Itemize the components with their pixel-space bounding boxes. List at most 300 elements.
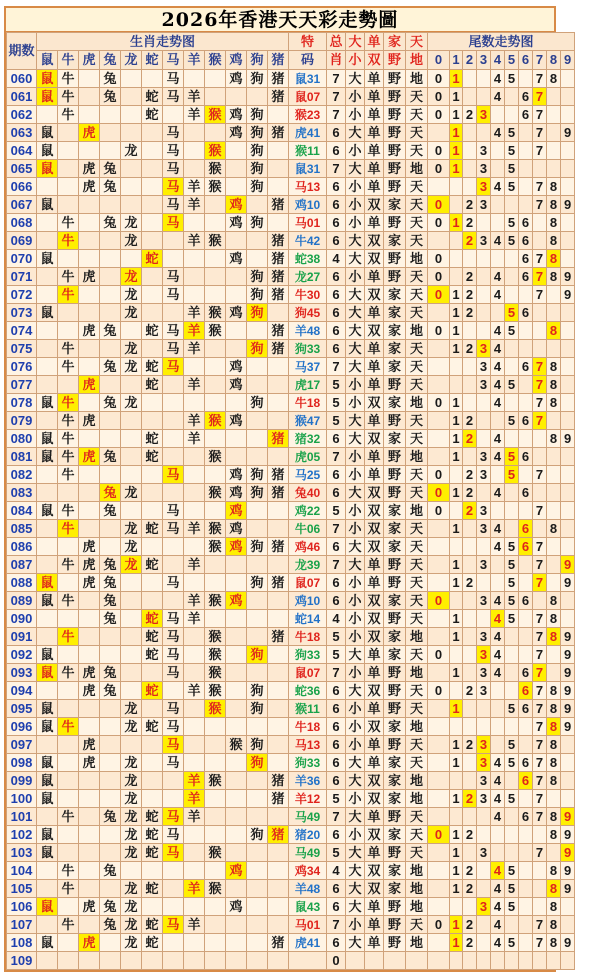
zodiac-cell: 龙 bbox=[121, 790, 142, 808]
zodiac-cell bbox=[268, 592, 289, 610]
odd-even-cell: 双 bbox=[365, 862, 384, 880]
tail-cell: 1 bbox=[450, 556, 463, 574]
zodiac-cell bbox=[268, 178, 289, 196]
tail-cell: 0 bbox=[428, 466, 450, 484]
zodiac-cell bbox=[226, 232, 247, 250]
table-row bbox=[7, 430, 591, 448]
zodiac-count-cell: 5 bbox=[327, 376, 346, 394]
zodiac-cell bbox=[79, 880, 100, 898]
zodiac-cell bbox=[268, 376, 289, 394]
zodiac-cell bbox=[142, 592, 163, 610]
zodiac-count-cell: 6 bbox=[327, 142, 346, 160]
zodiac-cell: 虎 bbox=[79, 898, 100, 916]
period-cell: 077 bbox=[7, 376, 37, 394]
zodiac-cell: 蛇 bbox=[142, 682, 163, 700]
zodiac-cell: 鼠 bbox=[37, 664, 58, 682]
zodiac-cell bbox=[79, 232, 100, 250]
table-row bbox=[7, 286, 591, 304]
zodiac-cell: 蛇 bbox=[142, 376, 163, 394]
zodiac-cell bbox=[184, 286, 205, 304]
tail-cell bbox=[450, 898, 463, 916]
zodiac-cell bbox=[58, 178, 79, 196]
odd-even-cell: 单 bbox=[365, 178, 384, 196]
zodiac-cell bbox=[205, 358, 226, 376]
zodiac-cell bbox=[142, 232, 163, 250]
tail-cell bbox=[519, 826, 533, 844]
zodiac-cell bbox=[37, 268, 58, 286]
zodiac-cell: 马 bbox=[163, 628, 184, 646]
big-small-cell: 小 bbox=[346, 664, 365, 682]
zodiac-cell bbox=[268, 682, 289, 700]
odd-even-cell: 单 bbox=[365, 376, 384, 394]
tail-cell bbox=[463, 70, 477, 88]
zodiac-cell: 羊 bbox=[184, 196, 205, 214]
period-cell: 088 bbox=[7, 574, 37, 592]
zodiac-cell: 狗 bbox=[247, 826, 268, 844]
zodiac-cell bbox=[121, 412, 142, 430]
tail-cell: 0 bbox=[428, 70, 450, 88]
tail-cell: 6 bbox=[519, 232, 533, 250]
table-row bbox=[7, 628, 591, 646]
special-code-cell: 羊36 bbox=[289, 772, 327, 790]
table-row bbox=[7, 646, 591, 664]
tail-cell: 4 bbox=[491, 808, 505, 826]
zodiac-cell bbox=[184, 628, 205, 646]
big-small-cell: 大 bbox=[346, 430, 365, 448]
tail-cell bbox=[547, 88, 561, 106]
tail-cell: 5 bbox=[505, 142, 519, 160]
sky-earth-cell: 天 bbox=[406, 844, 428, 862]
tail-cell bbox=[428, 304, 450, 322]
zodiac-cell bbox=[79, 70, 100, 88]
tail-cell: 4 bbox=[491, 790, 505, 808]
zodiac-cell: 狗 bbox=[247, 340, 268, 358]
zodiac-cell: 猴 bbox=[205, 592, 226, 610]
zodiac-cell: 猴 bbox=[205, 682, 226, 700]
zodiac-cell bbox=[121, 646, 142, 664]
home-wild-cell: 家 bbox=[384, 286, 406, 304]
tail-cell bbox=[491, 502, 505, 520]
tail-cell: 3 bbox=[477, 520, 491, 538]
zodiac-cell bbox=[58, 700, 79, 718]
tail-cell bbox=[428, 700, 450, 718]
zodiac-cell bbox=[58, 484, 79, 502]
odd-even-cell: 单 bbox=[365, 556, 384, 574]
tail-cell bbox=[561, 70, 575, 88]
tail-cell: 2 bbox=[463, 466, 477, 484]
zodiac-count-cell: 5 bbox=[327, 646, 346, 664]
zodiac-cell: 羊 bbox=[184, 340, 205, 358]
zodiac-cell bbox=[205, 394, 226, 412]
zodiac-cell: 鼠 bbox=[37, 574, 58, 592]
home-wild-cell: 野 bbox=[384, 898, 406, 916]
tail-cell bbox=[561, 466, 575, 484]
tail-cell: 0 bbox=[428, 394, 450, 412]
tail-cell bbox=[519, 862, 533, 880]
zodiac-cell bbox=[226, 682, 247, 700]
zodiac-header-10: 狗 bbox=[247, 51, 268, 70]
tail-cell: 6 bbox=[519, 412, 533, 430]
home-wild-cell: 家 bbox=[384, 646, 406, 664]
tail-cell bbox=[477, 700, 491, 718]
zodiac-cell: 鼠 bbox=[37, 124, 58, 142]
zodiac-cell: 蛇 bbox=[142, 628, 163, 646]
period-cell: 099 bbox=[7, 772, 37, 790]
tail-cell: 4 bbox=[491, 484, 505, 502]
tail-header-3: 3 bbox=[477, 51, 491, 70]
zodiac-cell: 猪 bbox=[268, 466, 289, 484]
tail-cell: 7 bbox=[533, 196, 547, 214]
tail-cell: 2 bbox=[463, 682, 477, 700]
tail-cell bbox=[561, 790, 575, 808]
home-wild-cell: 野 bbox=[384, 448, 406, 466]
zodiac-cell: 牛 bbox=[58, 340, 79, 358]
tail-cell bbox=[491, 160, 505, 178]
period-cell: 103 bbox=[7, 844, 37, 862]
table-row bbox=[7, 880, 591, 898]
zodiac-cell: 羊 bbox=[184, 592, 205, 610]
zodiac-cell bbox=[100, 124, 121, 142]
zodiac-count-cell: 6 bbox=[327, 934, 346, 952]
home-wild-cell: 家 bbox=[384, 196, 406, 214]
big-small-cell: 大 bbox=[346, 898, 365, 916]
special-code-cell: 龙27 bbox=[289, 268, 327, 286]
zodiac-header-5: 蛇 bbox=[142, 51, 163, 70]
tail-cell: 3 bbox=[477, 898, 491, 916]
odd-even-cell: 双 bbox=[365, 718, 384, 736]
zodiac-cell bbox=[163, 250, 184, 268]
zodiac-cell bbox=[184, 754, 205, 772]
tail-cell: 5 bbox=[505, 898, 519, 916]
zodiac-cell bbox=[226, 952, 247, 970]
tail-cell bbox=[519, 70, 533, 88]
zodiac-cell bbox=[268, 862, 289, 880]
zodiac-cell bbox=[163, 772, 184, 790]
tail-cell: 7 bbox=[533, 88, 547, 106]
zodiac-cell bbox=[37, 916, 58, 934]
zodiac-cell bbox=[100, 718, 121, 736]
zodiac-cell: 牛 bbox=[58, 628, 79, 646]
zodiac-cell: 羊 bbox=[184, 682, 205, 700]
zodiac-cell bbox=[142, 736, 163, 754]
zodiac-cell: 猪 bbox=[268, 934, 289, 952]
zodiac-cell: 狗 bbox=[247, 304, 268, 322]
zodiac-cell: 鸡 bbox=[226, 106, 247, 124]
zodiac-cell: 鼠 bbox=[37, 142, 58, 160]
zodiac-cell: 羊 bbox=[184, 916, 205, 934]
zodiac-count-cell: 6 bbox=[327, 178, 346, 196]
page-title: 2026年香港天天彩走勢圖 bbox=[6, 8, 554, 32]
zodiac-cell bbox=[247, 448, 268, 466]
home-wild-cell: 家 bbox=[384, 628, 406, 646]
tail-cell bbox=[463, 178, 477, 196]
zodiac-cell bbox=[121, 124, 142, 142]
zodiac-cell bbox=[121, 736, 142, 754]
tail-cell: 7 bbox=[533, 718, 547, 736]
big-small-cell: 大 bbox=[346, 124, 365, 142]
tail-cell bbox=[428, 430, 450, 448]
zodiac-cell bbox=[268, 394, 289, 412]
sky-earth-cell: 天 bbox=[406, 808, 428, 826]
zodiac-cell: 羊 bbox=[184, 610, 205, 628]
zodiac-cell: 鼠 bbox=[37, 754, 58, 772]
zodiac-cell bbox=[37, 322, 58, 340]
zodiac-cell: 猪 bbox=[268, 628, 289, 646]
table-row bbox=[7, 502, 591, 520]
zodiac-cell bbox=[121, 574, 142, 592]
big-small-cell: 大 bbox=[346, 232, 365, 250]
period-cell: 062 bbox=[7, 106, 37, 124]
zodiac-count-cell: 6 bbox=[327, 124, 346, 142]
table-row bbox=[7, 538, 591, 556]
tail-cell: 1 bbox=[450, 106, 463, 124]
tail-cell: 4 bbox=[491, 70, 505, 88]
tail-cell bbox=[428, 358, 450, 376]
tail-cell: 7 bbox=[533, 646, 547, 664]
zodiac-cell bbox=[121, 178, 142, 196]
tail-cell bbox=[428, 538, 450, 556]
zodiac-cell: 马 bbox=[163, 502, 184, 520]
zodiac-cell: 兔 bbox=[100, 916, 121, 934]
zodiac-cell bbox=[184, 952, 205, 970]
zodiac-cell bbox=[163, 232, 184, 250]
home-wild-cell: 野 bbox=[384, 88, 406, 106]
zodiac-cell bbox=[205, 826, 226, 844]
tail-cell bbox=[477, 718, 491, 736]
period-cell: 098 bbox=[7, 754, 37, 772]
tail-cell bbox=[561, 538, 575, 556]
home-wild-cell: 家 bbox=[384, 304, 406, 322]
zodiac-cell bbox=[79, 340, 100, 358]
tail-cell: 0 bbox=[428, 682, 450, 700]
home-wild-cell: 家 bbox=[384, 538, 406, 556]
zodiac-cell: 马 bbox=[163, 160, 184, 178]
tail-cell: 1 bbox=[450, 574, 463, 592]
tail-cell: 8 bbox=[547, 376, 561, 394]
zodiac-header-7: 羊 bbox=[184, 51, 205, 70]
zodiac-cell bbox=[58, 754, 79, 772]
sky-earth-cell: 天 bbox=[406, 736, 428, 754]
period-cell: 079 bbox=[7, 412, 37, 430]
big-small-cell: 小 bbox=[346, 592, 365, 610]
zodiac-cell bbox=[37, 484, 58, 502]
tail-cell: 9 bbox=[561, 574, 575, 592]
zodiac-cell: 牛 bbox=[58, 556, 79, 574]
zodiac-cell: 龙 bbox=[121, 358, 142, 376]
zodiac-cell: 龙 bbox=[121, 538, 142, 556]
tail-cell: 4 bbox=[491, 232, 505, 250]
tail-cell: 5 bbox=[505, 412, 519, 430]
tail-cell bbox=[491, 844, 505, 862]
odd-even-cell: 单 bbox=[365, 466, 384, 484]
special-code-cell: 鼠07 bbox=[289, 88, 327, 106]
tail-cell: 8 bbox=[547, 862, 561, 880]
tail-cell bbox=[428, 808, 450, 826]
zodiac-cell: 鸡 bbox=[226, 70, 247, 88]
home-wild-cell: 野 bbox=[384, 916, 406, 934]
tail-cell bbox=[477, 322, 491, 340]
tail-cell: 4 bbox=[491, 322, 505, 340]
zodiac-cell bbox=[79, 610, 100, 628]
tail-cell bbox=[519, 124, 533, 142]
zodiac-cell: 鼠 bbox=[37, 844, 58, 862]
zodiac-cell bbox=[184, 862, 205, 880]
tail-cell: 5 bbox=[505, 610, 519, 628]
odd-even-cell: 单 bbox=[365, 304, 384, 322]
zodiac-cell: 兔 bbox=[100, 574, 121, 592]
zodiac-cell: 鼠 bbox=[37, 934, 58, 952]
zodiac-cell bbox=[100, 538, 121, 556]
tail-cell bbox=[519, 394, 533, 412]
sky-earth-cell: 天 bbox=[406, 88, 428, 106]
zodiac-count-cell: 7 bbox=[327, 160, 346, 178]
zodiac-cell: 羊 bbox=[184, 232, 205, 250]
zodiac-cell: 牛 bbox=[58, 862, 79, 880]
sky-earth-cell: 地 bbox=[406, 70, 428, 88]
special-code-cell: 羊48 bbox=[289, 322, 327, 340]
special-code-cell: 鸡34 bbox=[289, 862, 327, 880]
zodiac-cell bbox=[226, 664, 247, 682]
tail-cell: 2 bbox=[463, 268, 477, 286]
tail-cell: 8 bbox=[547, 592, 561, 610]
zodiac-cell bbox=[205, 916, 226, 934]
zodiac-cell: 马 bbox=[163, 322, 184, 340]
special-code-cell: 狗33 bbox=[289, 340, 327, 358]
period-cell: 083 bbox=[7, 484, 37, 502]
odd-even-cell: 单 bbox=[365, 916, 384, 934]
big-small-cell: 大 bbox=[346, 322, 365, 340]
tail-cell bbox=[463, 718, 477, 736]
special-code-cell: 鼠07 bbox=[289, 664, 327, 682]
sky-earth-cell: 地 bbox=[406, 862, 428, 880]
zodiac-cell bbox=[37, 214, 58, 232]
zodiac-cell bbox=[37, 610, 58, 628]
attr-subheader-1: 肖 bbox=[327, 51, 346, 70]
period-cell: 085 bbox=[7, 520, 37, 538]
tail-cell: 3 bbox=[477, 592, 491, 610]
tail-cell: 8 bbox=[547, 322, 561, 340]
tail-cell bbox=[477, 430, 491, 448]
sky-earth-cell: 天 bbox=[406, 214, 428, 232]
table-row bbox=[7, 484, 591, 502]
zodiac-cell: 狗 bbox=[247, 484, 268, 502]
zodiac-cell bbox=[79, 628, 100, 646]
zodiac-cell bbox=[163, 556, 184, 574]
zodiac-cell: 牛 bbox=[58, 916, 79, 934]
zodiac-cell bbox=[79, 196, 100, 214]
tail-header-8: 8 bbox=[547, 51, 561, 70]
tail-cell: 1 bbox=[450, 736, 463, 754]
zodiac-cell bbox=[205, 196, 226, 214]
tail-cell bbox=[519, 376, 533, 394]
tail-cell bbox=[505, 250, 519, 268]
zodiac-cell bbox=[58, 124, 79, 142]
tail-cell: 7 bbox=[533, 772, 547, 790]
tail-cell: 7 bbox=[533, 286, 547, 304]
zodiac-cell bbox=[100, 736, 121, 754]
zodiac-header-2: 虎 bbox=[79, 51, 100, 70]
attr-header-big: 大 bbox=[346, 33, 365, 51]
zodiac-cell: 牛 bbox=[58, 808, 79, 826]
zodiac-cell: 牛 bbox=[58, 286, 79, 304]
sky-earth-cell: 天 bbox=[406, 610, 428, 628]
tail-cell bbox=[533, 340, 547, 358]
tail-cell: 8 bbox=[547, 520, 561, 538]
tail-cell bbox=[450, 682, 463, 700]
tail-cell: 8 bbox=[547, 232, 561, 250]
tail-cell bbox=[561, 754, 575, 772]
special-code-cell: 牛30 bbox=[289, 286, 327, 304]
zodiac-cell bbox=[268, 898, 289, 916]
big-small-cell: 小 bbox=[346, 142, 365, 160]
tail-cell: 2 bbox=[463, 106, 477, 124]
sky-earth-cell: 地 bbox=[406, 880, 428, 898]
tail-cell bbox=[505, 520, 519, 538]
big-small-cell: 小 bbox=[346, 106, 365, 124]
tail-cell: 3 bbox=[477, 772, 491, 790]
special-code-cell: 马13 bbox=[289, 736, 327, 754]
zodiac-cell: 羊 bbox=[184, 556, 205, 574]
tail-cell bbox=[491, 556, 505, 574]
zodiac-cell bbox=[247, 430, 268, 448]
tail-cell: 5 bbox=[505, 160, 519, 178]
zodiac-cell bbox=[37, 376, 58, 394]
period-cell: 108 bbox=[7, 934, 37, 952]
odd-even-cell: 单 bbox=[365, 160, 384, 178]
tail-cell: 4 bbox=[491, 448, 505, 466]
tail-cell: 0 bbox=[428, 502, 450, 520]
zodiac-cell bbox=[58, 196, 79, 214]
tail-cell bbox=[547, 556, 561, 574]
tail-cell bbox=[547, 952, 561, 970]
home-wild-cell: 野 bbox=[384, 700, 406, 718]
table-row bbox=[7, 610, 591, 628]
zodiac-count-cell: 6 bbox=[327, 232, 346, 250]
tail-cell bbox=[491, 718, 505, 736]
special-code-cell: 牛06 bbox=[289, 520, 327, 538]
tail-cell: 9 bbox=[561, 286, 575, 304]
zodiac-cell bbox=[100, 232, 121, 250]
tail-cell bbox=[505, 772, 519, 790]
zodiac-cell bbox=[121, 70, 142, 88]
tail-cell: 3 bbox=[477, 106, 491, 124]
zodiac-cell: 兔 bbox=[100, 808, 121, 826]
special-code-cell: 马25 bbox=[289, 466, 327, 484]
zodiac-cell: 蛇 bbox=[142, 646, 163, 664]
zodiac-cell bbox=[226, 610, 247, 628]
zodiac-cell: 马 bbox=[163, 196, 184, 214]
tail-cell: 7 bbox=[533, 610, 547, 628]
tail-cell: 8 bbox=[547, 880, 561, 898]
zodiac-cell bbox=[163, 394, 184, 412]
tail-cell: 9 bbox=[561, 934, 575, 952]
zodiac-cell: 鸡 bbox=[226, 592, 247, 610]
attr-header-sky: 天 bbox=[406, 33, 428, 51]
zodiac-cell bbox=[268, 502, 289, 520]
period-cell: 080 bbox=[7, 430, 37, 448]
zodiac-cell: 鸡 bbox=[226, 898, 247, 916]
zodiac-cell bbox=[268, 304, 289, 322]
odd-even-cell: 单 bbox=[365, 340, 384, 358]
zodiac-cell: 牛 bbox=[58, 412, 79, 430]
period-cell: 104 bbox=[7, 862, 37, 880]
zodiac-cell bbox=[37, 358, 58, 376]
table-row bbox=[7, 214, 591, 232]
zodiac-cell: 鼠 bbox=[37, 772, 58, 790]
zodiac-count-cell: 4 bbox=[327, 250, 346, 268]
zodiac-cell bbox=[163, 952, 184, 970]
tail-cell: 7 bbox=[533, 106, 547, 124]
